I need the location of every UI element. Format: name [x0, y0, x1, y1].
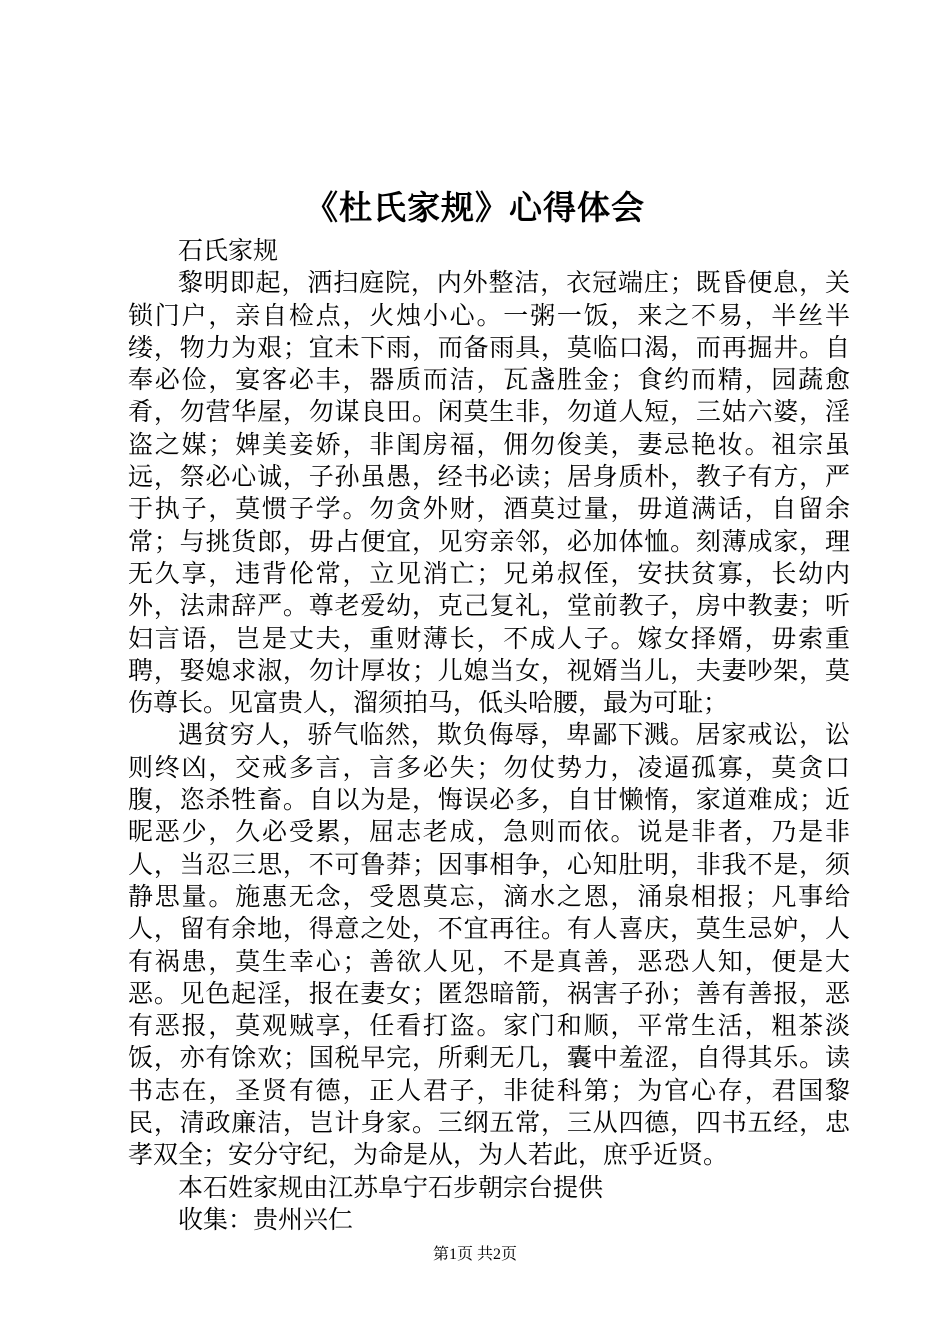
- document-body: [128, 235, 850, 1236]
- page-number-footer: 第1页 共2页: [432, 1246, 517, 1263]
- paragraph-heading: 石氏家规: [178, 236, 279, 265]
- paragraph-source: 本石姓家规由江苏阜宁石步朝宗台提供: [178, 1172, 604, 1202]
- paragraph: 遇贫穷人，骄气临然，欺负侮辱，卑鄙下溅。居家戒讼，讼则终凶，交戒多言，言多必失；勿仗势力，凌逼孤寡，莫贪口腹，恣杀牲畜。自以为是，悔误必多，自甘懒惰，家道难成；近昵恶少，久必受累，屈志老成，急则而依。说是非者，乃是非人，当忍三思，不可鲁莽；因事相争，心知肚明，非我不是，须静思量。施惠无念，受恩莫忘，滴水之恩，涌泉相报；凡事给人，留有余地，得意之处，不宜再往。有人喜庆，莫生忌妒，人有祸患，莫生幸心；善欲人见，不是真善，恶恐人知，便是大恶。见色起淫，报在妻女；匿怨暗箭，祸害子孙；善有善报，恶有恶报，莫观贼享，任看打盗。家门和顺，平常生活，粗茶淡饭，亦有馀欢；国税早完，所剩无几，囊中羞涩，自得其乐。读书志在，圣贤有德，正人君子，非徒科第；为官心存，君国黎民，清政廉洁，岂计身家。三纲五常，三从四德，四书五经，忠孝双全；安分守纪，为命是从，为人若此，庶乎近贤。: [128, 720, 850, 1170]
- document-title: 《杜氏家规》心得体会: [305, 188, 645, 227]
- paragraph: 黎明即起，洒扫庭院，内外整洁，衣冠端庄；既昏便息，关锁门户，亲自检点，火烛小心。一粥一饭，来之不易，半丝半缕，物力为艰；宜未下雨，而备雨具，莫临口渴，而再掘井。自奉必俭，宴客必丰，器质而洁，瓦盏胜金；食约而精，园蔬愈肴，勿营华屋，勿谋良田。闲莫生非，勿道人短，三姑六婆，淫盗之媒；婢美妾娇，非闺房福，佣勿俊美，妻忌艳妆。祖宗虽远，祭必心诚，子孙虽愚，经书必读；居身质朴，教子有方，严于执子，莫惯子学。勿贪外财，酒莫过量，毋道满话，自留余常；与挑货郎，毋占便宜，见穷亲邻，必加体恤。刻薄成家，理无久享，违背伦常，立见消亡；兄弟叔侄，安扶贫寡，长幼内外，法肃辞严。尊老爱幼，克己复礼，堂前教子，房中教妻；听妇言语，岂是丈夫，重财薄长，不成人子。嫁女择婿，毋索重聘，娶媳求淑，勿计厚妆；儿媳当女，视婿当儿，夫妻吵架，莫伤尊长。见富贵人，溜须拍马，低头哈腰，最为可耻；: [128, 268, 850, 718]
- paragraph-collector: 收集：贵州兴仁: [178, 1204, 354, 1234]
